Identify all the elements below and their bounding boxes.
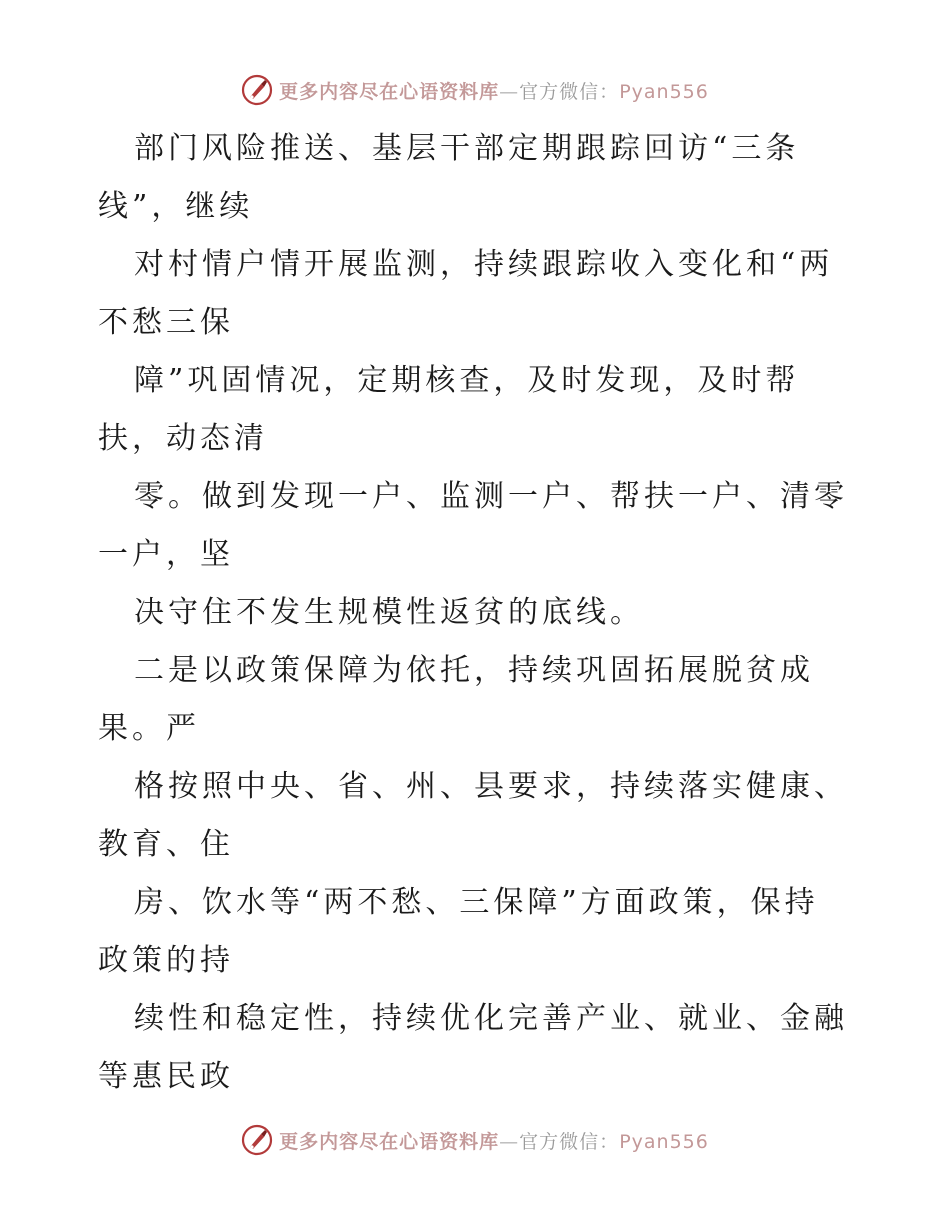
pen-nib-logo-icon (241, 1124, 273, 1156)
paragraph-line: 不愁三保 (98, 305, 234, 340)
watermark-site-name: 更多内容尽在心语资料库 (279, 80, 500, 103)
watermark-wechat-id: Pyan556 (619, 1130, 709, 1153)
paragraph-line: 线”，继续 (98, 189, 254, 224)
paragraph-line: 教育、住 (98, 827, 234, 862)
header-watermark (0, 70, 950, 110)
paragraph-line: 格按照中央、省、州、县要求，持续落实健康、 (134, 769, 848, 804)
watermark-site-name: 更多内容尽在心语资料库 (279, 1130, 500, 1153)
watermark-separator: — (499, 80, 520, 103)
paragraph-line: 续性和稳定性，持续优化完善产业、就业、金融 (134, 1001, 848, 1036)
paragraph-line: 一户，坚 (98, 537, 234, 572)
paragraph-line: 零。做到发现一户、监测一户、帮扶一户、清零 (134, 479, 848, 514)
watermark-separator: — (499, 1130, 520, 1153)
paragraph-line: 政策的持 (98, 943, 234, 978)
paragraph-line: 障”巩固情况，定期核查，及时发现，及时帮 (134, 363, 800, 398)
watermark-text (279, 1127, 709, 1154)
pen-nib-logo-icon (241, 74, 273, 106)
paragraph-line: 二是以政策保障为依托，持续巩固拓展脱贫成 (134, 653, 814, 688)
watermark-text (279, 77, 709, 104)
paragraph-line: 果。严 (98, 711, 200, 746)
watermark-wechat-id: Pyan556 (619, 80, 709, 103)
paragraph-line: 对村情户情开展监测，持续跟踪收入变化和“两 (134, 247, 834, 282)
footer-watermark (0, 1120, 950, 1160)
paragraph-line: 部门风险推送、基层干部定期跟踪回访“三条 (134, 131, 800, 166)
paragraph-line: 扶，动态清 (98, 421, 268, 456)
watermark-wechat-label: 官方微信： (519, 80, 620, 103)
paragraph-line: 等惠民政 (98, 1059, 234, 1094)
watermark-wechat-label: 官方微信： (519, 1130, 620, 1153)
paragraph-line: 房、饮水等“两不愁、三保障”方面政策，保持 (134, 885, 819, 920)
paragraph-line: 决守住不发生规模性返贫的底线。 (134, 595, 644, 630)
document-body (98, 120, 858, 1106)
